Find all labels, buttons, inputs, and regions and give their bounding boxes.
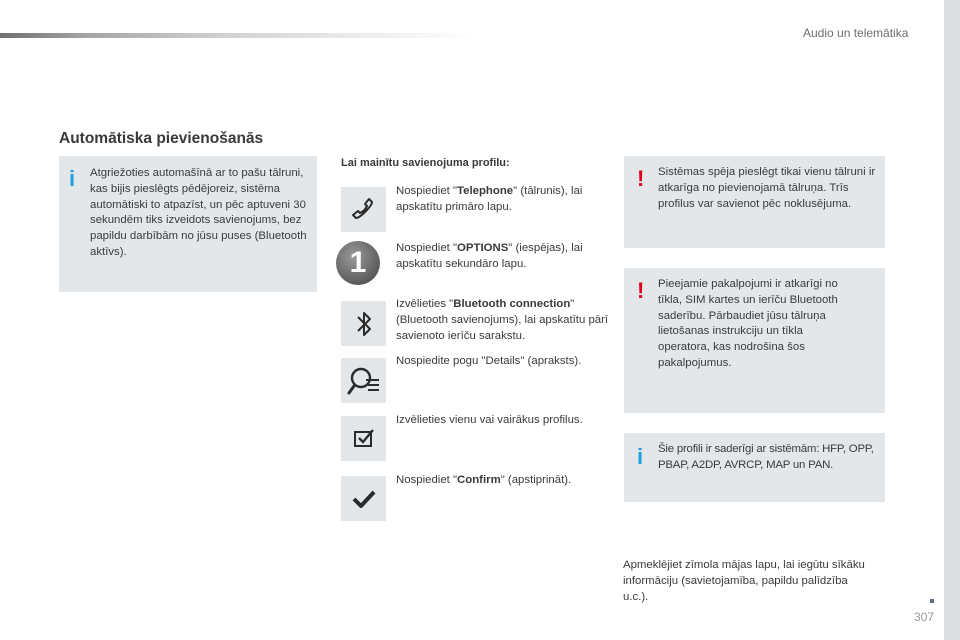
step-select-profiles: Izvēlieties vienu vai vairākus profilus.: [396, 414, 583, 426]
confirm-icon-box: [341, 476, 386, 521]
step-confirm-keyword: Confirm: [457, 474, 501, 486]
step-options-keyword: OPTIONS: [457, 242, 509, 254]
steps-title: Lai mainītu savienojuma profilu:: [341, 157, 510, 169]
footer-note: Apmeklējiet zīmola mājas lapu, lai iegūtu sīkāku informāciju (savietojamība, papildu palīdzība u.c.).: [623, 559, 865, 603]
info-text-profiles: Šie profili ir saderīgi ar sistēmām: HFP, OPP, PBAP, A2DP, AVRCP, MAP un PAN.: [658, 443, 874, 471]
telephone-icon: [350, 196, 378, 224]
warning-text-services: Pieejamie pakalpojumi ir atkarīgi no tīkla, SIM kartes un ierīču Bluetooth saderību. Pārbaudiet jūsu tālruņa lietošanas instrukciju un tīkla operatora, kas nodrošina šos pakalpojumus.: [658, 278, 838, 369]
bluetooth-icon-box: [341, 301, 386, 346]
warning-icon: !: [637, 278, 645, 303]
bluetooth-icon: [351, 309, 377, 339]
warning-box-single-phone: [624, 156, 885, 248]
header-gradient-rule: [0, 33, 480, 38]
step-details: Nospiedite pogu "Details" (apraksts).: [396, 355, 582, 367]
page-heading: Automātiska pievienošanās: [59, 130, 264, 147]
checkmark-icon: [351, 488, 377, 510]
info-box-text: Atgriežoties automašīnā ar to pašu tālruni, kas bijis pieslēgts pēdējoreiz, sistēma automātiski to atpazīst, un pēc aptuveni 30 sekundēm tiks izveidots savienojums, bez papildu darbībām no jūsu puses (Bluetooth aktīvs).: [90, 167, 307, 258]
info-icon: i: [69, 166, 76, 191]
telephone-icon-box: [341, 187, 386, 232]
step-number-badge: [336, 241, 380, 285]
page-marker: [930, 599, 934, 603]
profile-select-icon-box: [341, 416, 386, 461]
info-box-profiles: [624, 433, 885, 502]
warning-box-services: [624, 268, 885, 413]
step-telephone-keyword: Telephone: [457, 185, 514, 197]
details-search-icon: [346, 363, 382, 399]
warning-icon: !: [637, 166, 645, 191]
step-bluetooth-connection: Izvēlieties "Bluetooth connection" (Bluetooth savienojums), lai apskatītu pārī savienoto ierīču sarakstu.: [396, 298, 609, 342]
step-options: Nospiediet "OPTIONS" (iespējas), lai apskatītu sekundāro lapu.: [396, 242, 583, 270]
warning-text-single-phone: Sistēmas spēja pieslēgt tikai vienu tālruni ir atkarīga no pievienojamā tālruņa. Trīs profilus var savienot pēc noklusējuma.: [658, 166, 876, 210]
page-side-tab: [944, 0, 960, 640]
info-icon: i: [637, 444, 644, 469]
step-confirm: Nospiediet "Confirm" (apstiprināt).: [396, 474, 572, 486]
step-bluetooth-keyword: Bluetooth connection: [453, 298, 571, 310]
step-telephone: Nospiediet "Telephone" (tālrunis), lai apskatītu primāro lapu.: [396, 185, 583, 213]
checkbox-icon: [351, 426, 377, 452]
info-box: [59, 156, 317, 292]
section-title: Audio un telemātika: [803, 26, 909, 40]
details-icon-box: [341, 358, 386, 403]
page-number: 307: [914, 610, 935, 624]
step-number: 1: [349, 246, 367, 279]
